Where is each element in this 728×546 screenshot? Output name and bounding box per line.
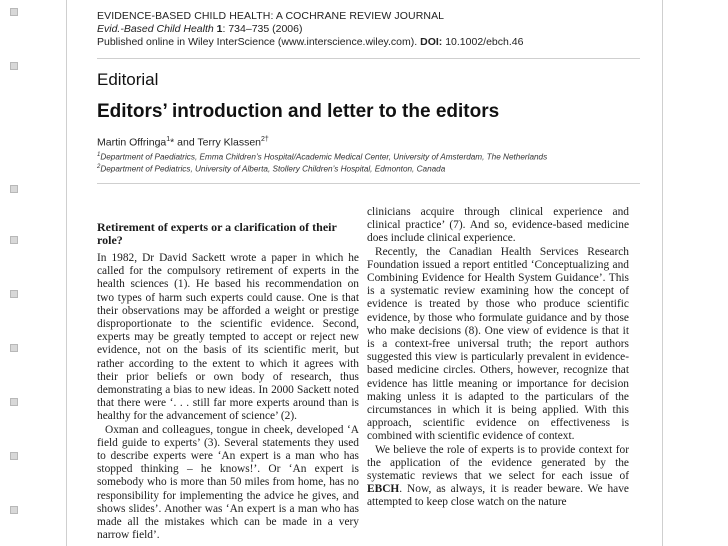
author-2: Terry Klassen (197, 136, 262, 149)
journal-abbrev: EBCH (367, 483, 400, 496)
left-column (97, 221, 359, 542)
section-label: Editorial (97, 70, 159, 89)
slide-bullet-3 (10, 185, 18, 193)
journal-header (97, 10, 523, 49)
section-heading: Retirement of experts or a clarification of their role? (97, 220, 337, 247)
paper-page (66, 0, 663, 546)
left-paragraph-1: In 1982, Dr David Sackett wrote a paper in which he called for the compulsory retirement of experts in the health sciences (1). He based his recommendation on two types of harm such experts could cause. One is that their observations may be afforded a weight or prestige disproportionate to the scientific evidence. Second, experts may be greatly tempted to accept or reject new evidence, not on the basis of its scientific merit, but rather according to the extent to which it agrees with their prior beliefs or own body of research, thus demonstrating a bias to new ideas. In 2000 Sackett noted that there were ‘. . . still far more experts around than is healthy for the advancement of science’ (2). (97, 252, 359, 423)
journal-name: EVIDENCE-BASED CHILD HEALTH: A COCHRANE REVIEW JOURNAL (97, 10, 445, 22)
slide-bullet-2 (10, 62, 18, 70)
published-text: Published online in Wiley InterScience (www.interscience.wiley.com). (97, 36, 418, 48)
affiliation-1 (97, 152, 547, 162)
right-column (367, 206, 629, 510)
author-and: and (174, 136, 198, 149)
right-paragraph-3-b: . Now, as always, it is reader beware. We have attempted to keep close watch on the nature (367, 483, 629, 509)
left-paragraph-2: Oxman and colleagues, tongue in cheek, developed ‘A field guide to experts’ (3). Several statements they used to describe experts were ‘An expert is a man who has stopped thinking – he knows!’. Or ‘An expert is somebody who is more than 50 miles from home, has no responsibility for implementing the advice he gives, and shows slides’. Another was ‘An expert is a man who has made all the mistakes which can be made in a very narrow field’. (97, 423, 359, 542)
slide-bullet-4 (10, 236, 18, 244)
slide-bullet-5 (10, 290, 18, 298)
affiliation-2-mark: 2 (97, 164, 101, 170)
author-line (97, 136, 269, 149)
slide-bullet-9 (10, 506, 18, 514)
affiliation-2 (97, 164, 445, 174)
article-title: Editors’ introduction and letter to the editors (97, 101, 500, 122)
citation-volume: 1 (216, 23, 223, 35)
citation-line (97, 23, 523, 36)
slide-bullet-1 (10, 8, 18, 16)
right-paragraph-3-a: We believe the role of experts is to provide context for the application of the evidence generated by the systematic reviews that we select for each issue of (367, 443, 629, 483)
slide-bullet-6 (10, 344, 18, 352)
affiliation-1-text: Department of Paediatrics, Emma Children’s Hospital/Academic Medical Center, University of Amsterdam, The Netherlands (100, 152, 548, 162)
corresponding-mark: * (170, 136, 175, 149)
citation-prefix: Evid.-Based Child Health (97, 23, 214, 35)
published-line (97, 36, 523, 49)
doi-label: DOI: (420, 36, 443, 48)
body-rule (97, 183, 640, 184)
author-1: Martin Offringa (97, 136, 167, 149)
doi-value: 10.1002/ebch.46 (445, 36, 524, 48)
right-paragraph-2: Recently, the Canadian Health Services Research Foundation issued a report entitled ‘Conceptualizing and Combining Evidence for Health System Guidance’. This is a systematic review examining how the concept of evidence is treated by those who produce scientific evidence, by those who formulate guidance and by those who make decisions (8). One view of evidence is that it is a context-free universal truth; the report authors suggested this view is particularly prevalent in evidence-based medicine circles. Others, however, recognize that evidence has little meaning or importance for decision making unless it is adapted to the particulars of the circumstances in which it is being applied. With this approach, scientific evidence on effectiveness is combined with scientific evidence of context. (367, 245, 629, 443)
affiliation-1-mark: 1 (97, 152, 101, 158)
citation-pages: : 734–735 (2006) (222, 23, 303, 35)
affiliation-2-text: Department of Pediatrics, University of Alberta, Stollery Children’s Hospital, Edmonton, Canada (100, 164, 446, 174)
slide-bullet-8 (10, 452, 18, 460)
author-1-mark: 1 (166, 136, 171, 143)
author-2-mark: 2† (261, 136, 269, 143)
right-paragraph-1: clinicians acquire through clinical experience and clinical practice’ (7). And so, evidence-based medicine does include clinical experience. (367, 206, 629, 245)
right-paragraph-3 (367, 444, 629, 510)
header-rule (97, 58, 640, 59)
slide-bullet-7 (10, 398, 18, 406)
